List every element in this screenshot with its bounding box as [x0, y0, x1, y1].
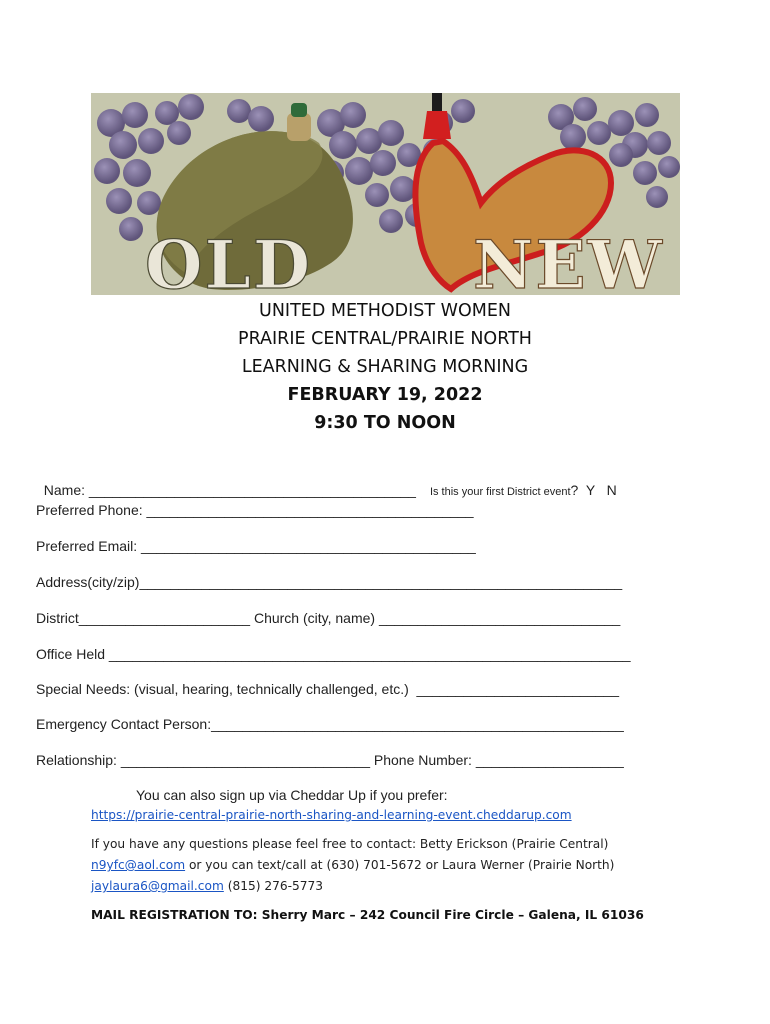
phone-field[interactable]: Preferred Phone: __________________________________________: [36, 502, 474, 518]
district-church-field[interactable]: District______________________ Church (city, name) _______________________________: [36, 610, 621, 626]
event-title: LEARNING & SHARING MORNING: [241, 357, 529, 377]
banner-word-old: OLD: [145, 226, 313, 295]
relationship-phone-field[interactable]: Relationship: ________________________________ Phone Number: ___________________: [36, 752, 624, 768]
contact-line-2: [91, 858, 614, 872]
contact-text-2: or you can text/call at (630) 701-5672 or Laura Werner (Prairie North): [185, 858, 615, 872]
signup-link[interactable]: https://prairie-central-prairie-north-sharing-and-learning-event.cheddarup.com: [91, 808, 572, 822]
banner-image: [91, 93, 680, 295]
contact-line: If you have any questions please feel free to contact: Betty Erickson (Prairie Central): [91, 837, 609, 851]
contact-line-3: [91, 879, 323, 893]
address-field[interactable]: Address(city/zip)______________________________________________________________: [36, 574, 623, 590]
office-field[interactable]: Office Held ___________________________________________________________________: [36, 646, 631, 662]
mail-registration: MAIL REGISTRATION TO: Sherry Marc – 242 Council Fire Circle – Galena, IL 61036: [91, 908, 644, 922]
first-event-options[interactable]: ? Y N: [570, 482, 617, 498]
signup-text: You can also sign up via Cheddar Up if you prefer:: [136, 787, 448, 803]
banner-word-new: NEW: [473, 226, 664, 295]
name-label: Name: __________________________________________: [43, 482, 416, 498]
emergency-contact-field[interactable]: Emergency Contact Person:_____________________________________________________: [36, 716, 624, 732]
special-needs-field[interactable]: Special Needs: (visual, hearing, technically challenged, etc.) __________________________: [36, 681, 619, 697]
email-link-laura[interactable]: jaylaura6@gmail.com: [91, 879, 224, 893]
event-date: FEBRUARY 19, 2022: [287, 385, 483, 405]
email-link-betty[interactable]: n9yfc@aol.com: [91, 858, 186, 872]
first-event-question: Is this your first District event: [429, 486, 571, 498]
name-field[interactable]: [36, 466, 617, 498]
contact-text-3: (815) 276-5773: [223, 879, 324, 893]
event-time: 9:30 TO NOON: [314, 413, 456, 433]
org-title: UNITED METHODIST WOMEN: [259, 301, 511, 321]
email-field[interactable]: Preferred Email: ___________________________________________: [36, 538, 476, 554]
district-title: PRAIRIE CENTRAL/PRAIRIE NORTH: [238, 329, 532, 349]
